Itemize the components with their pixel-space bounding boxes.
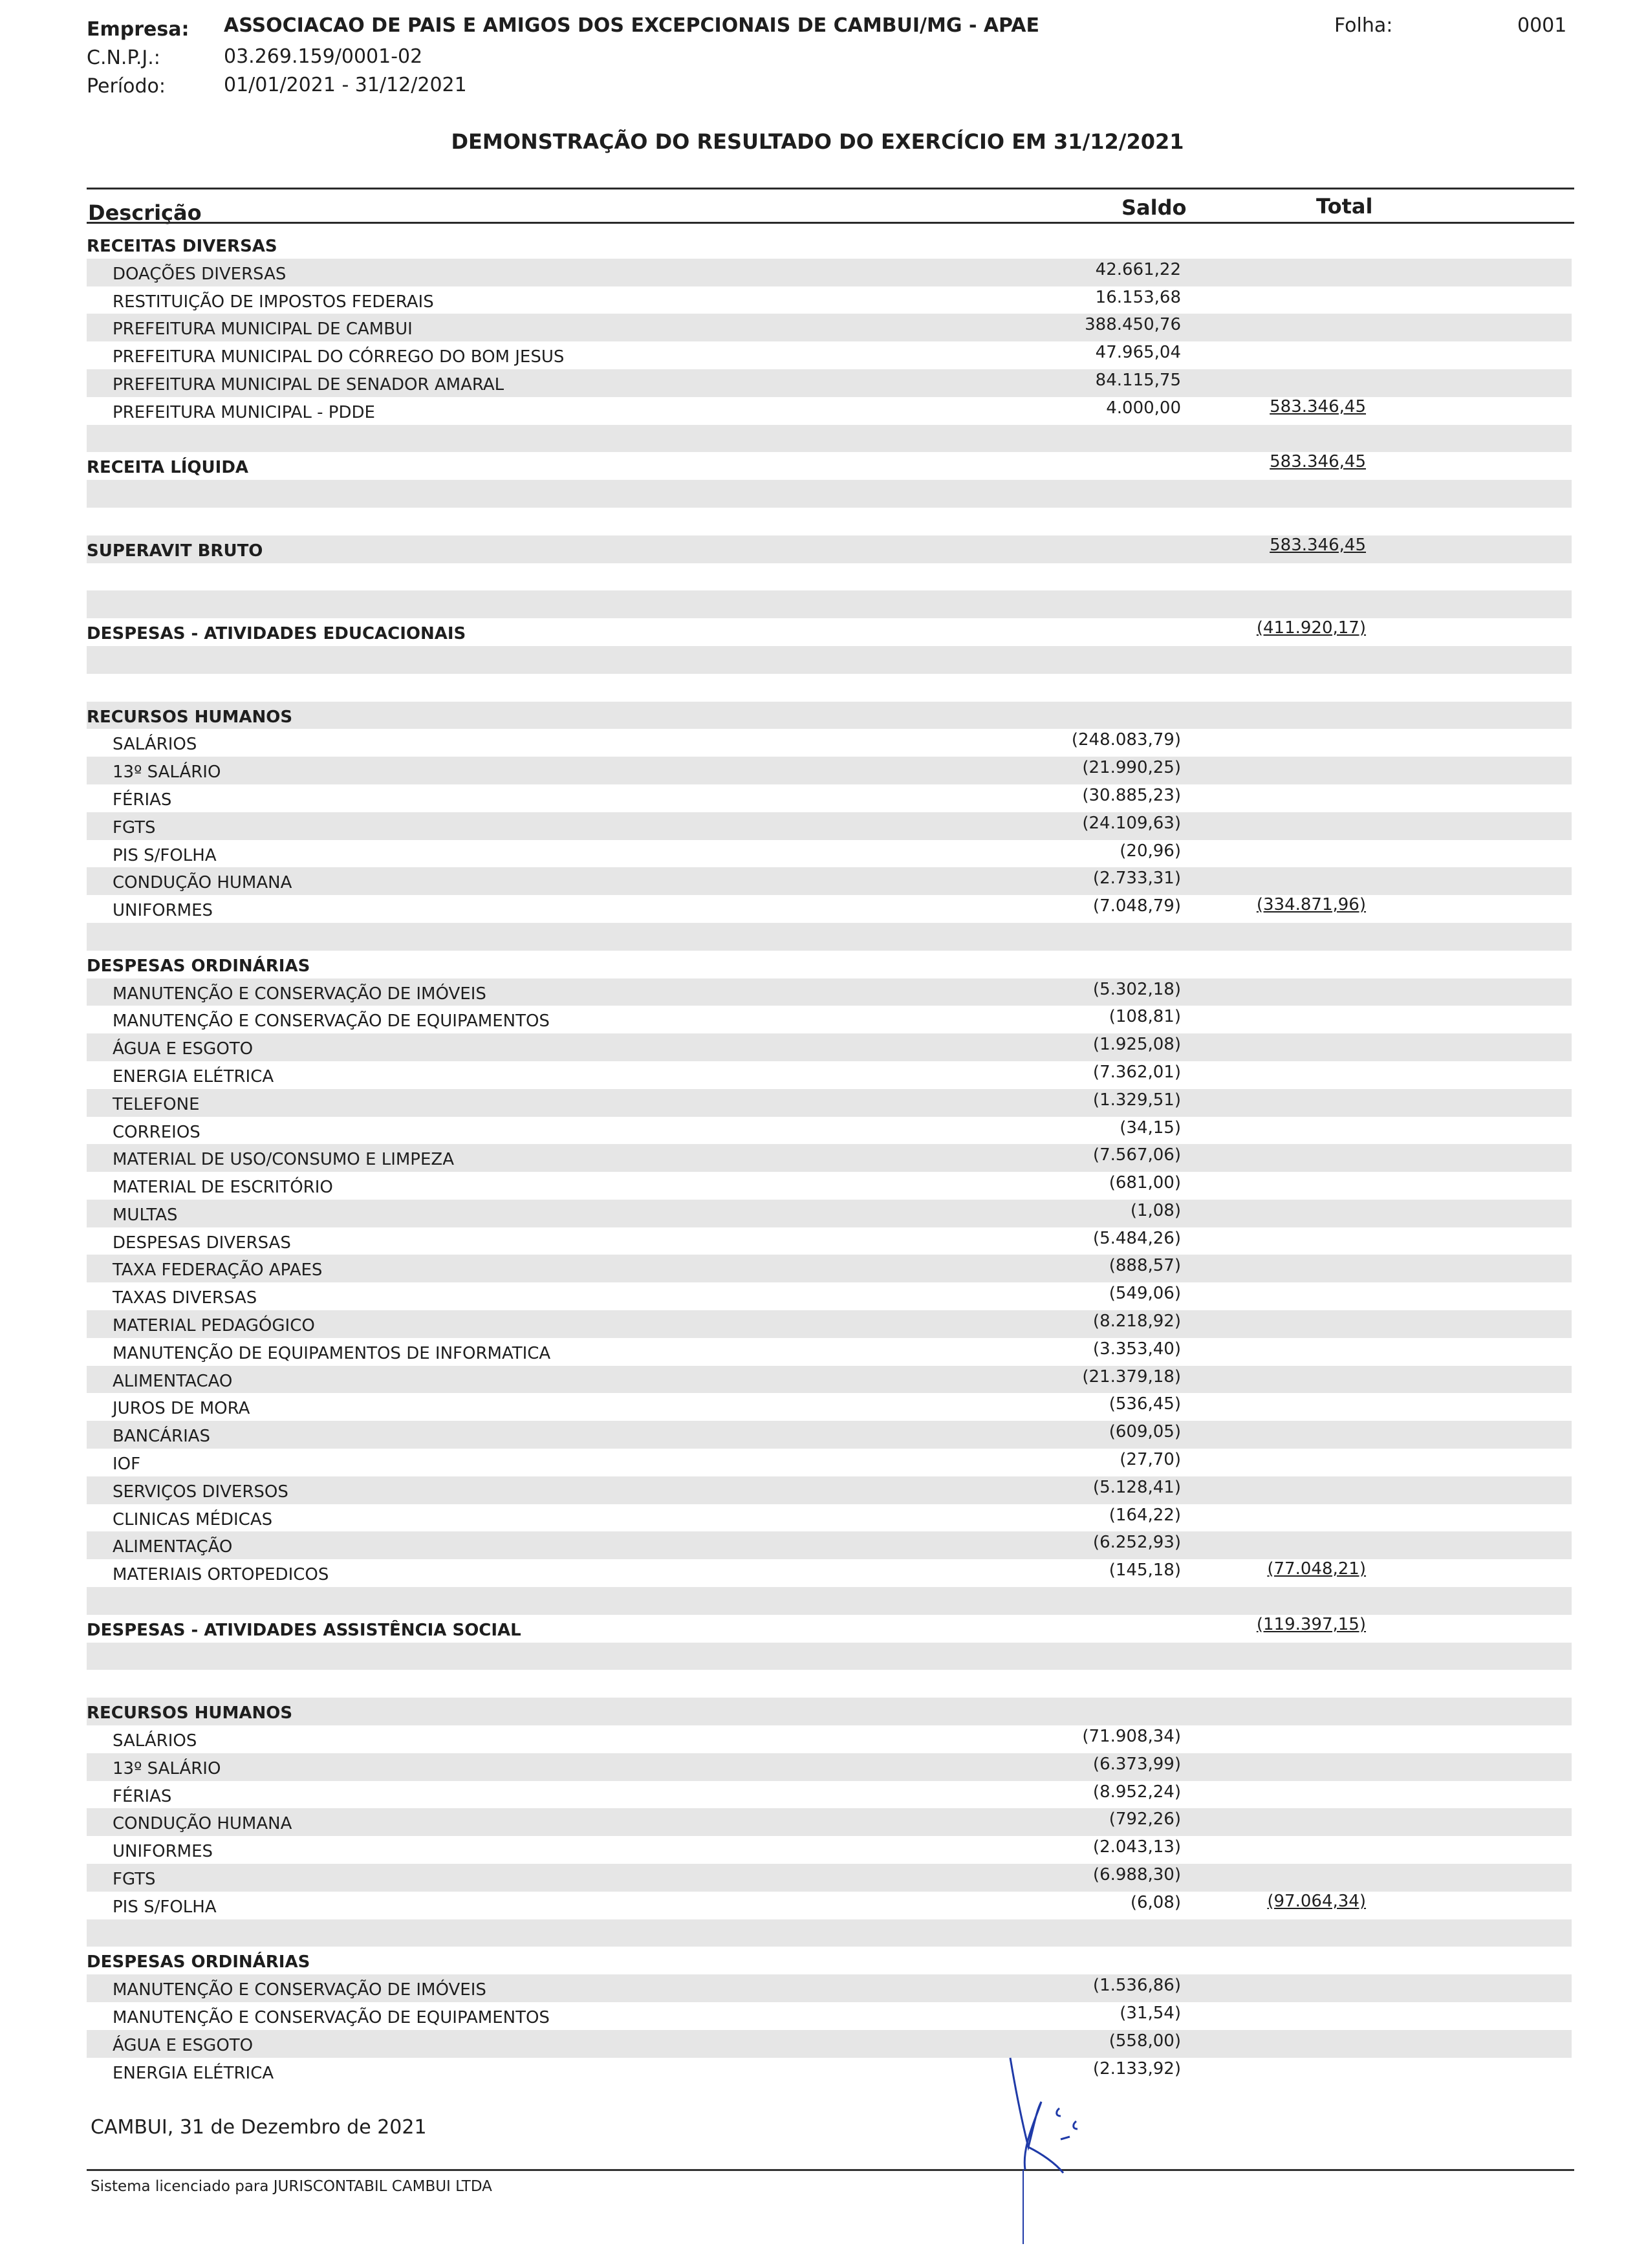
table-row [87,1366,1572,1394]
row-description: MATERIAL PEDAGÓGICO [113,1316,315,1336]
row-description: PREFEITURA MUNICIPAL DE CAMBUI [113,319,413,340]
row-description: UNIFORMES [113,901,213,921]
row-saldo: (108,81) [1109,1007,1181,1027]
table-row [87,1117,1572,1145]
row-description: 13º SALÁRIO [113,1758,221,1778]
footer-place-date: CAMBUI, 31 de Dezembro de 2021 [91,2116,427,2139]
blank-row [87,923,1572,951]
row-saldo: (2.733,31) [1092,869,1181,889]
table-row [87,341,1572,369]
table-row [87,2058,1572,2086]
row-description: PIS S/FOLHA [113,1897,217,1917]
section-title: DESPESAS - ATIVIDADES ASSISTÊNCIA SOCIAL [87,1620,521,1640]
row-description: PIS S/FOLHA [113,845,217,865]
table-header-rule [87,222,1574,224]
row-description: PREFEITURA MUNICIPAL - PDDE [113,402,375,422]
blank-row [87,646,1572,674]
row-description: TELEFONE [113,1094,200,1114]
row-saldo: (1.925,08) [1092,1035,1181,1055]
row-description: PREFEITURA MUNICIPAL DO CÓRREGO DO BOM JESUS [113,347,565,367]
row-total: (334.871,96) [1256,895,1366,915]
row-total: 583.346,45 [1270,396,1366,416]
table-row [87,397,1572,425]
row-saldo: (5.484,26) [1092,1228,1181,1248]
section-row [87,231,1572,259]
section-row [87,1698,1572,1725]
row-saldo: (7.362,01) [1092,1062,1181,1082]
row-saldo: (1.536,86) [1092,1976,1181,1996]
periodo-label: Período: [87,75,166,98]
row-description: ALIMENTAÇÃO [113,1537,233,1557]
table-row [87,1033,1572,1061]
row-description: UNIFORMES [113,1842,213,1862]
row-saldo: (6.252,93) [1092,1533,1181,1553]
table-row [87,1200,1572,1227]
row-description: MANUTENÇÃO E CONSERVAÇÃO DE IMÓVEIS [113,984,486,1004]
row-saldo: (1,08) [1130,1200,1181,1220]
table-row [87,1144,1572,1172]
row-saldo: (30.885,23) [1082,785,1181,805]
row-saldo: (792,26) [1109,1809,1181,1830]
section-row [87,702,1572,729]
row-description: SERVIÇOS DIVERSOS [113,1482,288,1502]
table-row [87,1476,1572,1504]
row-total: (411.920,17) [1256,618,1366,638]
empresa-name: ASSOCIACAO DE PAIS E AMIGOS DOS EXCEPCIONAIS DE CAMBUI/MG - APAE [224,14,1039,37]
table-row [87,1061,1572,1089]
footer-system-license: Sistema licenciado para JURISCONTABIL CAMBUI LTDA [91,2178,492,2195]
table-row [87,1227,1572,1255]
table-row [87,1974,1572,2002]
row-description: IOF [113,1454,141,1474]
row-saldo: 42.661,22 [1095,259,1181,279]
row-saldo: (549,06) [1109,1284,1181,1304]
folha-number: 0001 [1517,14,1567,37]
cnpj-label: C.N.P.J.: [87,47,160,69]
table-row [87,757,1572,784]
table-row [87,1172,1572,1200]
row-description: MATERIAL DE USO/CONSUMO E LIMPEZA [113,1150,454,1170]
table-row [87,1781,1572,1809]
row-saldo: (888,57) [1109,1256,1181,1276]
table-row [87,1089,1572,1117]
row-saldo: (8.952,24) [1092,1782,1181,1802]
row-description: FÉRIAS [113,790,172,810]
table-row [87,729,1572,757]
section-title: RECEITA LÍQUIDA [87,458,249,478]
row-description: DOAÇÕES DIVERSAS [113,264,287,284]
row-description: CORREIOS [113,1122,200,1142]
table-row [87,1421,1572,1449]
table-row [87,812,1572,840]
row-saldo: (1.329,51) [1092,1090,1181,1110]
table-row [87,784,1572,812]
row-saldo: (5.128,41) [1092,1477,1181,1497]
section-title: DESPESAS - ATIVIDADES EDUCACIONAIS [87,624,466,644]
blank-row [87,1919,1572,1947]
row-saldo: (3.353,40) [1092,1339,1181,1359]
row-saldo: (71.908,34) [1082,1727,1181,1747]
column-header-descricao: Descrição [88,200,202,225]
table-row [87,1449,1572,1476]
row-saldo: (7.048,79) [1092,896,1181,916]
table-row [87,1808,1572,1836]
folha-label: Folha: [1334,14,1393,37]
row-saldo: (2.043,13) [1092,1837,1181,1857]
row-saldo: (24.109,63) [1082,813,1181,833]
footer-rule [87,2169,1574,2171]
row-description: RESTITUIÇÃO DE IMPOSTOS FEDERAIS [113,292,434,312]
column-header-saldo: Saldo [1121,195,1187,220]
row-description: CLINICAS MÉDICAS [113,1509,273,1529]
row-saldo: 4.000,00 [1106,398,1181,418]
table-row [87,840,1572,868]
table-row [87,1338,1572,1366]
row-description: SALÁRIOS [113,1731,197,1751]
row-description: DESPESAS DIVERSAS [113,1233,291,1253]
row-description: MANUTENÇÃO E CONSERVAÇÃO DE EQUIPAMENTOS [113,2008,550,2027]
row-description: MULTAS [113,1205,178,1225]
section-row [87,1615,1572,1643]
table-row [87,978,1572,1006]
row-saldo: (8.218,92) [1092,1312,1181,1332]
row-saldo: 47.965,04 [1095,343,1181,363]
section-row [87,1947,1572,1974]
table-row [87,259,1572,286]
row-saldo: (34,15) [1120,1118,1181,1138]
row-description: ÁGUA E ESGOTO [113,1039,254,1059]
table-row [87,895,1572,923]
row-saldo: (681,00) [1109,1173,1181,1193]
table-row [87,1559,1572,1587]
row-description: SALÁRIOS [113,735,197,755]
row-description: MANUTENÇÃO E CONSERVAÇÃO DE IMÓVEIS [113,1980,486,2000]
row-saldo: (164,22) [1109,1505,1181,1525]
row-saldo: (248.083,79) [1071,730,1181,750]
row-description: PREFEITURA MUNICIPAL DE SENADOR AMARAL [113,374,504,394]
row-description: JUROS DE MORA [113,1399,250,1419]
blank-row [87,674,1572,702]
row-description: MANUTENÇÃO E CONSERVAÇÃO DE EQUIPAMENTOS [113,1011,550,1031]
row-saldo: (2.133,92) [1092,2058,1181,2079]
row-description: 13º SALÁRIO [113,762,221,783]
row-description: TAXAS DIVERSAS [113,1288,257,1308]
row-saldo: (6.373,99) [1092,1754,1181,1774]
row-saldo: (558,00) [1109,2031,1181,2051]
section-title: RECEITAS DIVERSAS [87,237,277,256]
row-description: MATERIAIS ORTOPEDICOS [113,1565,329,1585]
table-row [87,286,1572,314]
table-row [87,1892,1572,1919]
section-row [87,951,1572,978]
empresa-label: Empresa: [87,18,189,41]
row-total: (119.397,15) [1256,1614,1366,1634]
row-total: (77.048,21) [1267,1559,1366,1579]
report-title: DEMONSTRAÇÃO DO RESULTADO DO EXERCÍCIO EM 31/12/2021 [451,129,1184,154]
table-row [87,1836,1572,1864]
table-row [87,2002,1572,2030]
row-description: ÁGUA E ESGOTO [113,2035,254,2055]
table-row [87,1255,1572,1282]
row-total: 583.346,45 [1270,535,1366,555]
row-saldo: 388.450,76 [1085,315,1181,335]
handwritten-signature [996,2050,1125,2244]
row-total: 583.346,45 [1270,452,1366,472]
row-saldo: (5.302,18) [1092,979,1181,999]
row-saldo: (20,96) [1120,841,1181,861]
periodo-value: 01/01/2021 - 31/12/2021 [224,74,467,96]
table-row [87,1753,1572,1781]
row-saldo: (6,08) [1130,1892,1181,1912]
table-row [87,1725,1572,1753]
section-row [87,618,1572,646]
table-row [87,1310,1572,1338]
section-title: DESPESAS ORDINÁRIAS [87,956,310,976]
row-saldo: 16.153,68 [1095,287,1181,307]
row-saldo: (609,05) [1109,1422,1181,1442]
row-description: ALIMENTACAO [113,1371,233,1391]
blank-row [87,563,1572,591]
statement-table [87,231,1572,2085]
table-row [87,1282,1572,1310]
cnpj-value: 03.269.159/0001-02 [224,45,423,68]
row-description: CONDUÇÃO HUMANA [113,1814,292,1834]
row-saldo: (536,45) [1109,1394,1181,1414]
table-row [87,1393,1572,1421]
section-title: DESPESAS ORDINÁRIAS [87,1952,310,1972]
row-saldo: (145,18) [1109,1561,1181,1581]
row-description: FGTS [113,817,156,837]
column-header-total: Total [1316,194,1373,219]
row-saldo: (27,70) [1120,1450,1181,1470]
table-top-rule [87,188,1574,189]
blank-row [87,480,1572,508]
section-title: SUPERAVIT BRUTO [87,541,263,561]
row-saldo: (21.379,18) [1082,1366,1181,1387]
row-description: CONDUÇÃO HUMANA [113,873,292,893]
blank-row [87,1670,1572,1698]
row-saldo: (7.567,06) [1092,1145,1181,1165]
row-total: (97.064,34) [1267,1891,1366,1911]
section-title: RECURSOS HUMANOS [87,707,293,727]
section-row [87,535,1572,563]
row-saldo: (31,54) [1120,2003,1181,2023]
table-row [87,314,1572,341]
blank-row [87,1643,1572,1670]
row-description: ENERGIA ELÉTRICA [113,1066,274,1086]
row-description: TAXA FEDERAÇÃO APAES [113,1260,323,1280]
table-row [87,1006,1572,1033]
row-description: BANCÁRIAS [113,1427,211,1447]
row-description: FÉRIAS [113,1786,172,1806]
row-description: ENERGIA ELÉTRICA [113,2063,274,2083]
row-saldo: 84.115,75 [1095,370,1181,390]
row-description: MATERIAL DE ESCRITÓRIO [113,1178,333,1198]
section-row [87,452,1572,480]
table-row [87,2030,1572,2058]
table-row [87,1504,1572,1532]
section-title: RECURSOS HUMANOS [87,1703,293,1723]
row-description: MANUTENÇÃO DE EQUIPAMENTOS DE INFORMATICA [113,1343,551,1363]
row-description: FGTS [113,1870,156,1890]
row-saldo: (6.988,30) [1092,1865,1181,1885]
row-saldo: (21.990,25) [1082,758,1181,778]
